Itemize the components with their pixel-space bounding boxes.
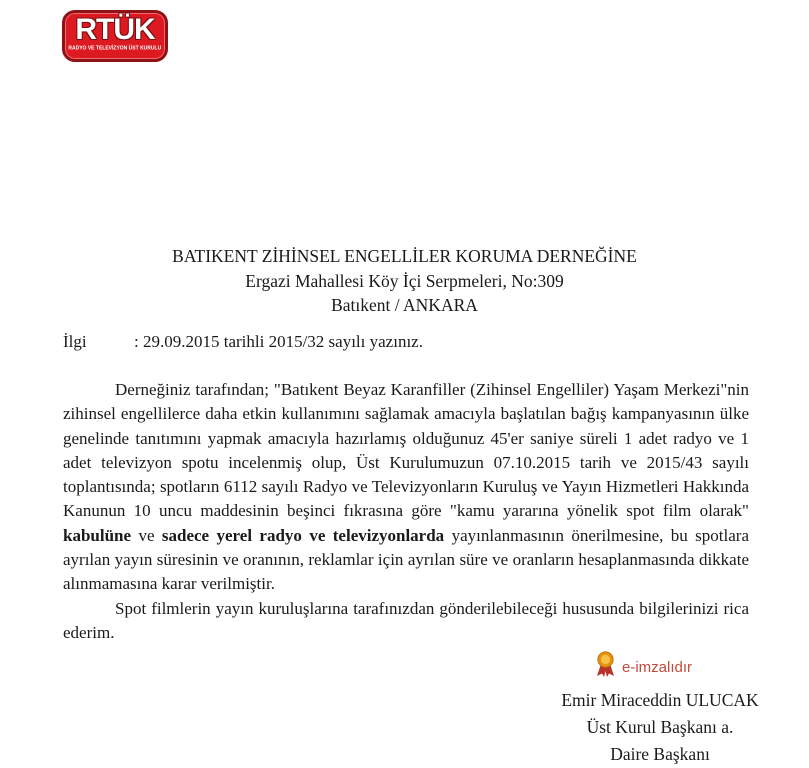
esign-badge xyxy=(596,651,692,683)
paragraph-1-part-2: yayınlanmasının önerilmesine, bu spotlara ayrılan yayın süresinin ve oranının, reklamlar için ayrılan süre ve oranların hesaplanmasında dikkate alınmamasına karar verilmiştir. xyxy=(63,525,749,594)
recipient-name: BATIKENT ZİHİNSEL ENGELLİLER KORUMA DERNEĞİNE xyxy=(172,246,637,266)
body-paragraph-2: Spot filmlerin yayın kuruluşlarına tarafınızdan gönderilebileceği hususunda bilgilerinizi rica ederim. xyxy=(63,598,749,642)
paragraph-1-bold-2: sadece yerel radyo ve televizyonlarda xyxy=(161,525,445,545)
paragraph-1-mid: ve xyxy=(131,525,162,545)
rtuk-logo-subtitle: RADYO VE TELEVİZYON ÜST KURULU xyxy=(68,45,162,51)
letter-body xyxy=(63,378,749,645)
signatory-title-1: Üst Kurul Başkanı a. xyxy=(586,717,734,737)
esign-label: e-imzalıdır xyxy=(622,658,693,676)
reference-value: : 29.09.2015 tarihli 2015/32 sayılı yazınız. xyxy=(134,332,423,351)
ribbon-seal-icon xyxy=(596,651,615,683)
rtuk-logo xyxy=(62,10,168,62)
signatory-title-2: Daire Başkanı xyxy=(610,744,710,764)
paragraph-1-part-1: Derneğiniz tarafından; "Batıkent Beyaz Karanfiller (Zihinsel Engelliler) Yaşam Merkezi"nin zihinsel engellilerce daha etkin kullanımını sağlamak amacıyla başlatılan bağış kampanyasının ülke genelinde tanıtımını yapmak amacıyla hazırlamış olduğunuz 45'er saniye süreli 1 adet radyo ve 1 adet televizyon spotu incelenmiş olup, Üst Kurulumuzun 07.10.2015 tarih ve 2015/43 sayılı toplantısında; spotların 6112 sayılı Radyo ve Televizyonların Kuruluş ve Yayın Hizmetleri Hakkında Kanunun 10 uncu maddesinin beşinci fıkrasına göre "kamu yararına yönelik spot film olarak" xyxy=(63,380,749,521)
signatory-name: Emir Miraceddin ULUCAK xyxy=(561,690,759,710)
rtuk-logo-acronym: RTÜK xyxy=(75,13,155,46)
recipient-block xyxy=(0,244,809,318)
recipient-address: Ergazi Mahallesi Köy İçi Serpmeleri, No:309 xyxy=(245,270,564,291)
reference-label: İlgi xyxy=(63,332,87,351)
paragraph-1-bold-1: kabulüne xyxy=(63,525,132,545)
reference-line xyxy=(63,332,423,352)
body-paragraph-1 xyxy=(63,378,749,597)
signature-block xyxy=(505,687,809,768)
recipient-city: Batıkent / ANKARA xyxy=(331,295,478,315)
